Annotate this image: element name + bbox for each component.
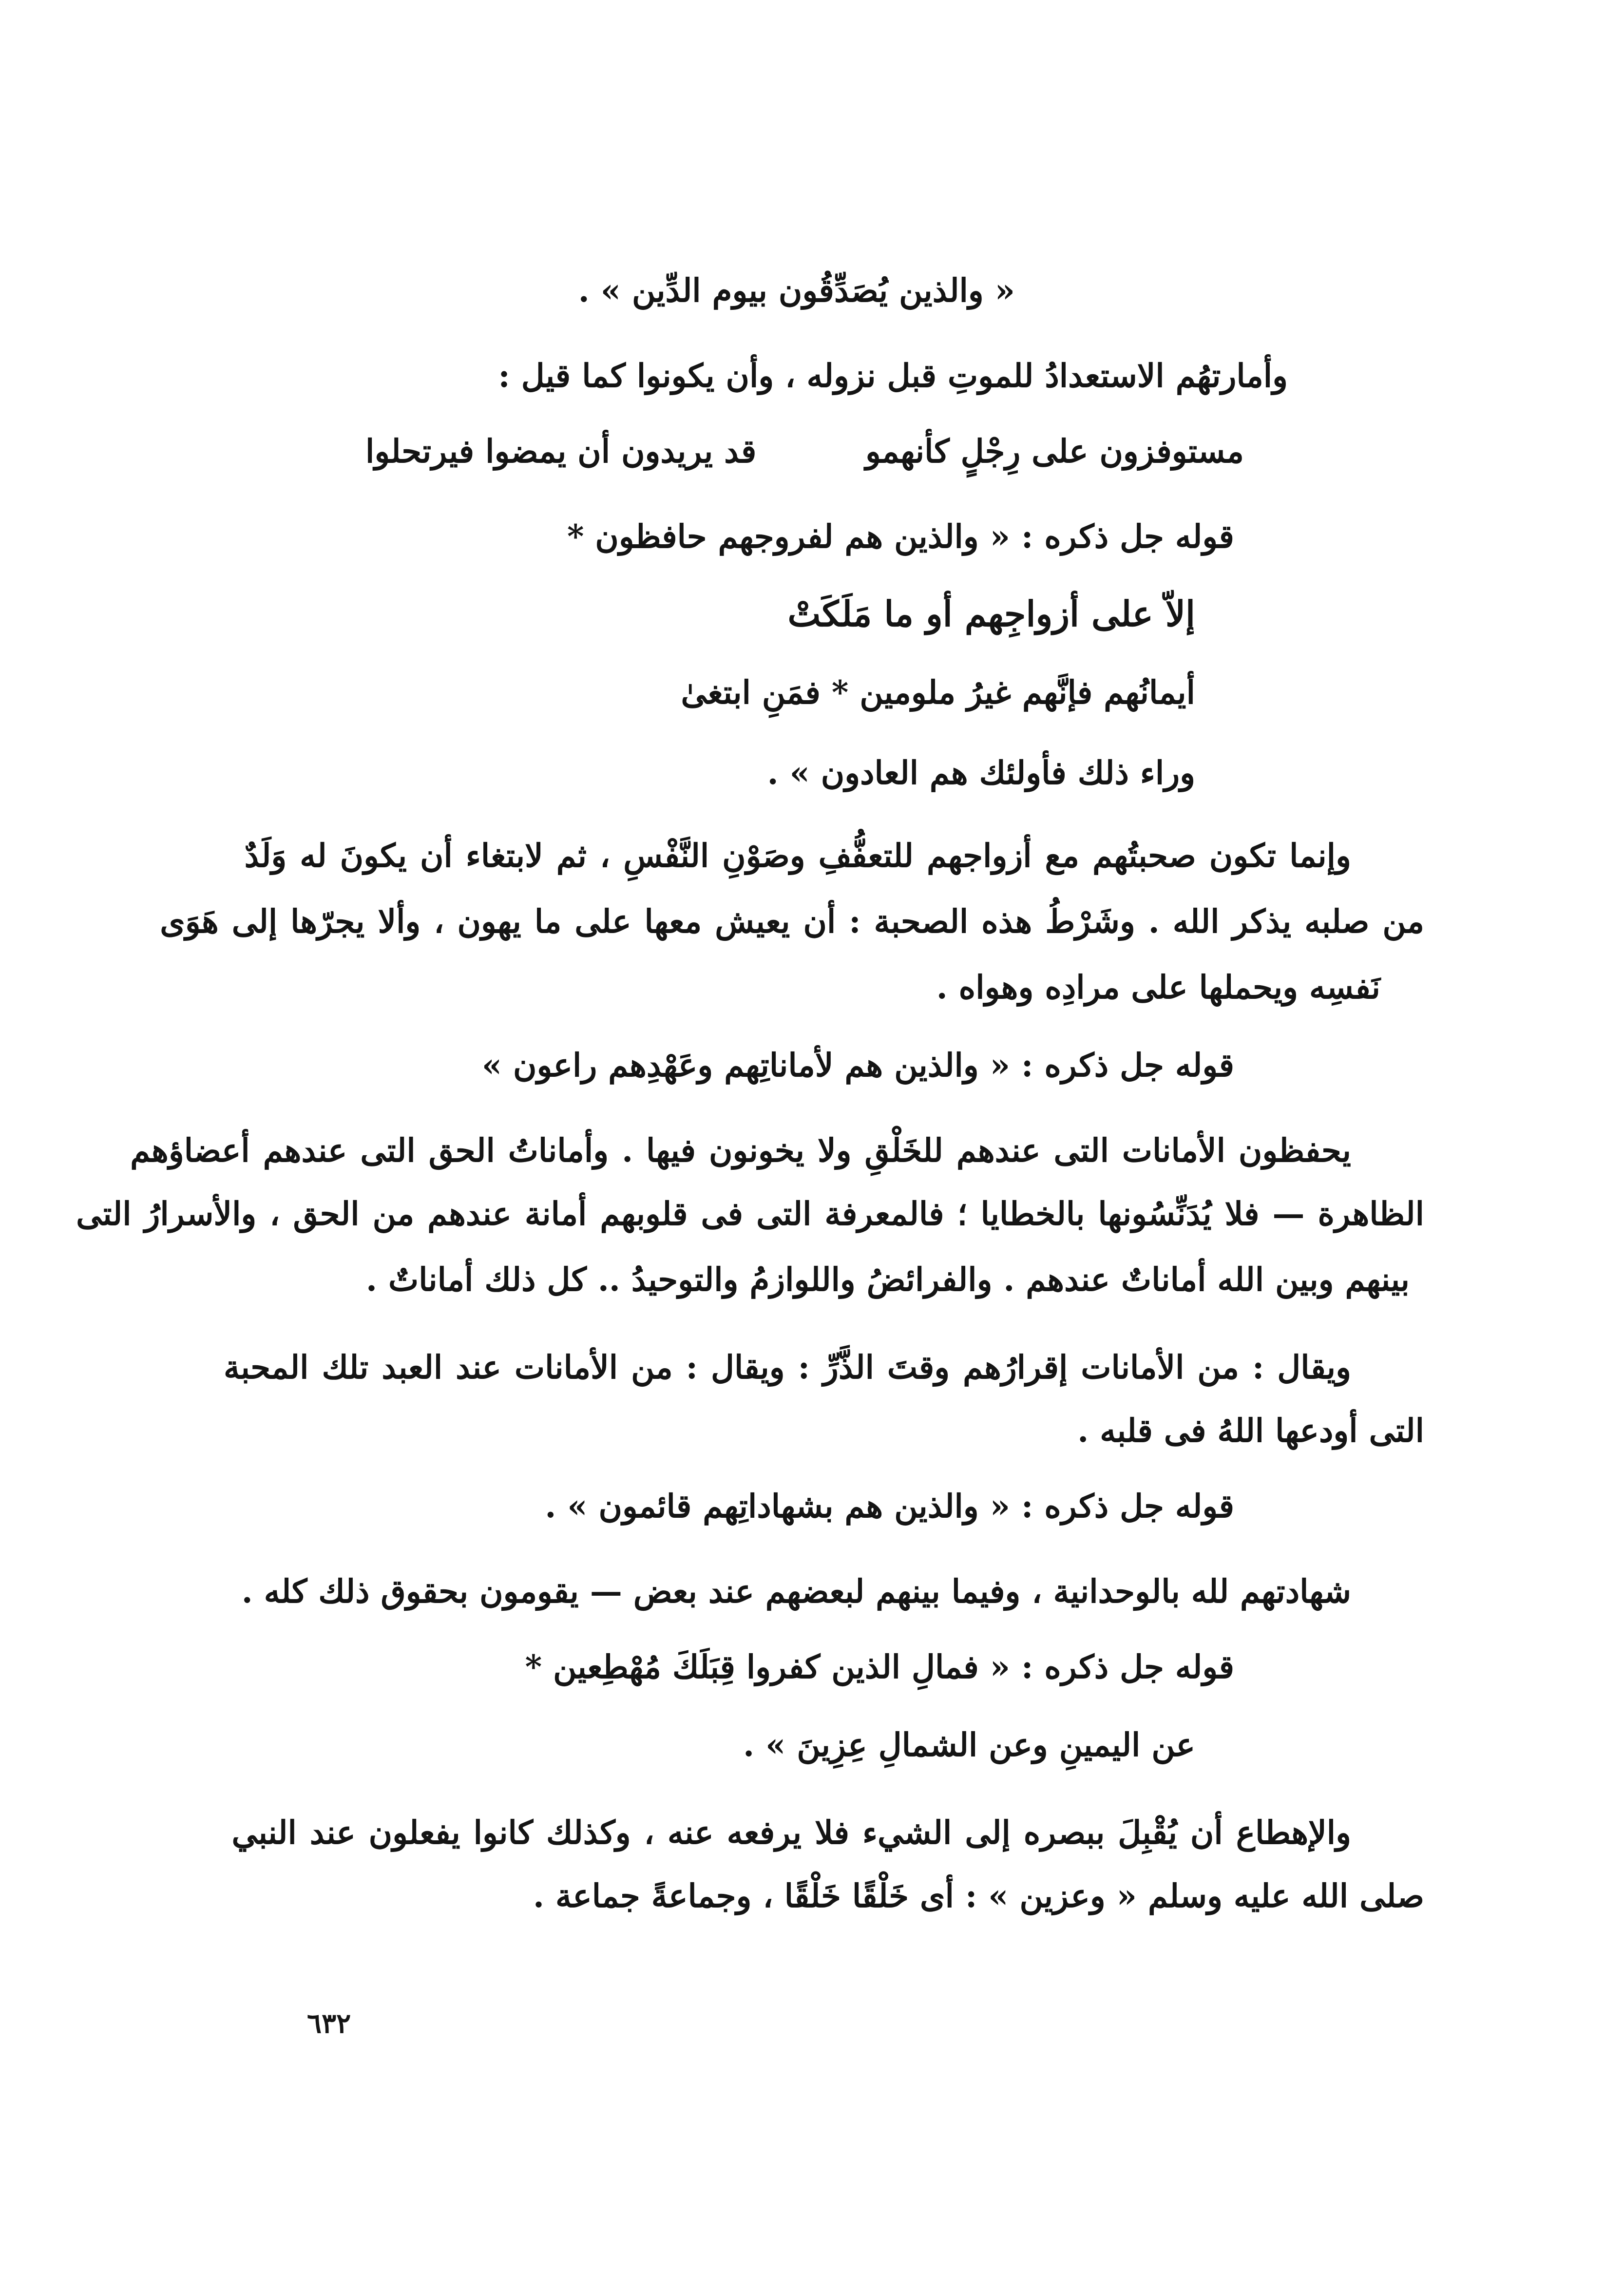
poem-hemistich-right: مستوفزون على رِجْلٍ كأنهمو — [865, 432, 1244, 470]
commentary-line: نَفسِه ويحملها على مرادِه وهواه . — [936, 968, 1380, 1006]
poem-hemistich-left: قد يريدون أن يمضوا فيرتحلوا — [365, 432, 757, 470]
quran-verse-line: إلاّ على أزواجِهم أو ما مَلَكَتْ — [787, 593, 1195, 634]
quran-heading: قوله جل ذكره : « والذين هم لأماناتِهم وعَهْدِهم راعون » — [481, 1046, 1234, 1084]
commentary-line: ويقال : من الأمانات إقرارُهم وقتَ الذَّرِّ : ويقال : من الأمانات عند العبد تلك المحبة — [224, 1348, 1351, 1386]
quran-heading: قوله جل ذكره : « والذين هم لفروجهم حافظون * — [567, 517, 1234, 555]
commentary-line: صلى الله عليه وسلم « وعزين » : أى خَلْقًا خَلْقًا ، وجماعةً جماعة . — [533, 1877, 1424, 1915]
commentary-line: وأمارتهُم الاستعدادُ للموتِ قبل نزوله ، وأن يكونوا كما قيل : — [498, 357, 1288, 395]
page-number: ٦٣٢ — [307, 2007, 351, 2040]
commentary-line: شهادتهم لله بالوحدانية ، وفيما بينهم لبعضهم عند بعض — يقومون بحقوق ذلك كله . — [241, 1572, 1351, 1610]
commentary-line: التى أودعها اللهُ فى قلبه . — [1077, 1412, 1424, 1450]
commentary-line: يحفظون الأمانات التى عندهم للخَلْقِ ولا يخونون فيها . وأماناتُ الحق التى عندهم أعضاؤهم — [130, 1131, 1351, 1169]
quran-verse-line: وراء ذلك فأولئك هم العادون » . — [767, 754, 1195, 792]
quran-verse-line: أيمانُهم فإنَّهم غيرُ ملومين * فمَنِ ابتغىٰ — [681, 673, 1195, 711]
commentary-line: من صلبه يذكر الله . وشَرْطُ هذه الصحبة : أن يعيش معها على ما يهون ، وألا يجرّها إلى هَوَى — [160, 902, 1424, 940]
quran-heading: قوله جل ذكره : « والذين هم بشهاداتِهم قائمون » . — [545, 1487, 1234, 1525]
commentary-line: بينهم وبين الله أماناتٌ عندهم . والفرائضُ واللوازمُ والتوحيدُ .. كل ذلك أماناتٌ . — [366, 1260, 1410, 1298]
verse-line: « والذين يُصَدِّقُون بيوم الدِّين » . — [578, 271, 1015, 309]
quran-verse-line: عن اليمينِ وعن الشمالِ عِزِينَ » . — [743, 1726, 1195, 1764]
quran-heading: قوله جل ذكره : « فمالِ الذين كفروا قِبَلَكَ مُهْطِعين * — [525, 1648, 1234, 1686]
commentary-line: والإهطاع أن يُقْبِلَ ببصره إلى الشيء فلا يرفعه عنه ، وكذلك كانوا يفعلون عند النبي — [231, 1814, 1351, 1852]
commentary-line: وإنما تكون صحبتُهم مع أزواجهم للتعفُّفِ وصَوْنِ النَّفْسِ ، ثم لابتغاء أن يكونَ له وَلَدٌ — [244, 837, 1351, 875]
commentary-line: الظاهرة — فلا يُدَنِّسُونها بالخطايا ؛ فالمعرفة التى فى قلوبهم أمانة عندهم من الحق ، والأسرارُ التى — [76, 1195, 1424, 1233]
